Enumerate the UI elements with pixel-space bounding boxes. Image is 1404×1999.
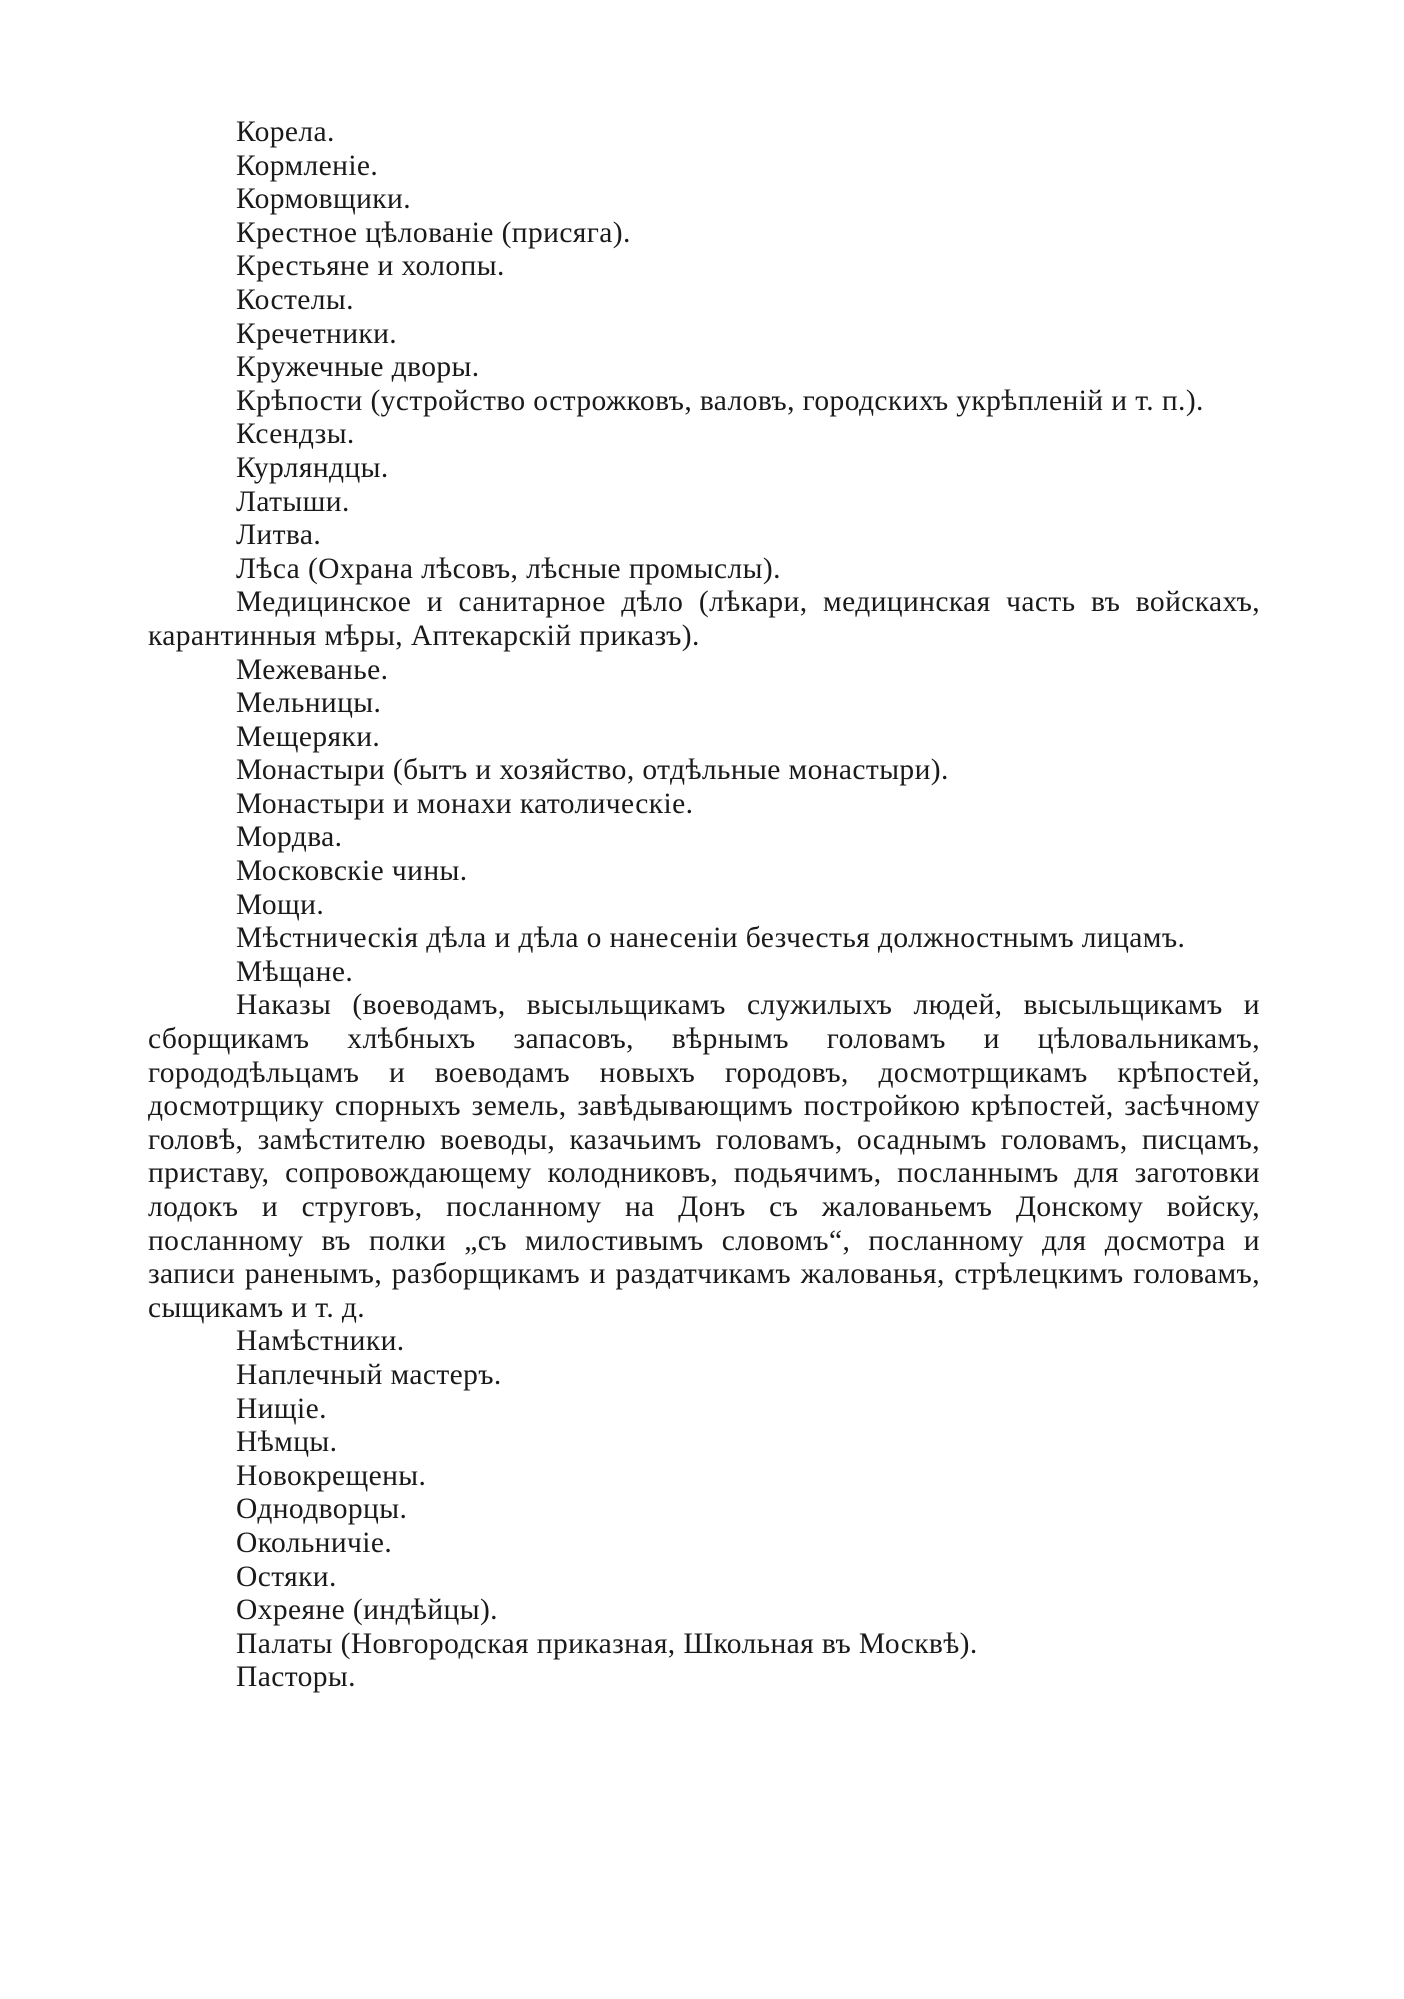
index-entry: Лѣса (Охрана лѣсовъ, лѣсные промыслы). <box>236 552 781 585</box>
index-entry: Курляндцы. <box>236 451 389 484</box>
index-entry: Крестное цѣлованіе (присяга). <box>236 216 631 249</box>
index-entry: Новокрещены. <box>236 1459 427 1492</box>
index-entry: Остяки. <box>236 1560 337 1593</box>
index-entry: Охреяне (индѣйцы). <box>236 1594 498 1627</box>
index-entry: Мѣстническія дѣла и дѣла о нанесеніи безчестья должностнымъ лицамъ. <box>236 922 1186 955</box>
index-entry: Кормовщики. <box>236 183 412 216</box>
index-entry: Мещеряки. <box>236 720 381 753</box>
index-entry: Межеванье. <box>236 653 389 686</box>
index-entry: Московскіе чины. <box>236 855 468 888</box>
index-entry: Окольничіе. <box>236 1526 393 1559</box>
index-entry: Ксендзы. <box>236 418 355 451</box>
index-entry: Наказы (воеводамъ, высыльщикамъ служилыхъ людей, высыльщикамъ и сборщикамъ хлѣбныхъ запасовъ, вѣрнымъ головамъ и цѣловальникамъ, горододѣльцамъ и воеводамъ новыхъ городовъ, досмотрщикамъ крѣпостей, досмотрщику спорныхъ земель, завѣдывающимъ постройкою крѣпостей, засѣчному головѣ, замѣстителю воеводы, казачьимъ головамъ, осаднымъ головамъ, писцамъ, приставу, сопровождающему колодниковъ, подьячимъ, посланнымъ для заготовки лодокъ и струговъ, посланному на Донъ съ жалованьемъ Донскому войску, посланному въ полки „съ милостивымъ словомъ“, посланному для досмотра и записи раненымъ, разборщикамъ и раздатчикамъ жалованья, стрѣлецкимъ головамъ, сыщикамъ и т. д. <box>148 989 1260 1324</box>
index-entry: Мощи. <box>236 888 325 921</box>
index-entry: Кречетники. <box>236 317 398 350</box>
index-entry: Монастыри и монахи католическіе. <box>236 787 694 820</box>
index-entry: Мордва. <box>236 821 343 854</box>
index-entry: Кормленіе. <box>236 149 379 182</box>
index-entry: Латыши. <box>236 485 350 518</box>
index-entry: Костелы. <box>236 283 354 316</box>
index-entry: Намѣстники. <box>236 1325 405 1358</box>
index-entry: Однодворцы. <box>236 1493 408 1526</box>
index-entry: Нѣмцы. <box>236 1426 338 1459</box>
index-entry: Кружечные дворы. <box>236 351 480 384</box>
index-entry: Крестьяне и холопы. <box>236 250 505 283</box>
index-entry: Корела. <box>236 116 335 148</box>
index-entry: Монастыри (бытъ и хозяйство, отдѣльные монастыри). <box>236 754 949 787</box>
index-entry: Мельницы. <box>236 687 382 720</box>
index-entry: Нищіе. <box>236 1392 327 1425</box>
index-column <box>148 116 1260 1695</box>
index-entry: Медицинское и санитарное дѣло (лѣкари, медицинская часть въ войскахъ, карантинныя мѣры, Аптекарскій приказъ). <box>148 586 1260 652</box>
index-entry: Палаты (Новгородская приказная, Школьная въ Москвѣ). <box>236 1627 978 1660</box>
index-entry: Крѣпости (устройство острожковъ, валовъ, городскихъ укрѣпленій и т. п.). <box>236 384 1204 417</box>
index-entry: Наплечный мастеръ. <box>236 1358 502 1391</box>
index-entry: Литва. <box>236 519 322 552</box>
index-entry: Мѣщане. <box>236 955 354 988</box>
index-entry: Пасторы. <box>236 1661 356 1694</box>
